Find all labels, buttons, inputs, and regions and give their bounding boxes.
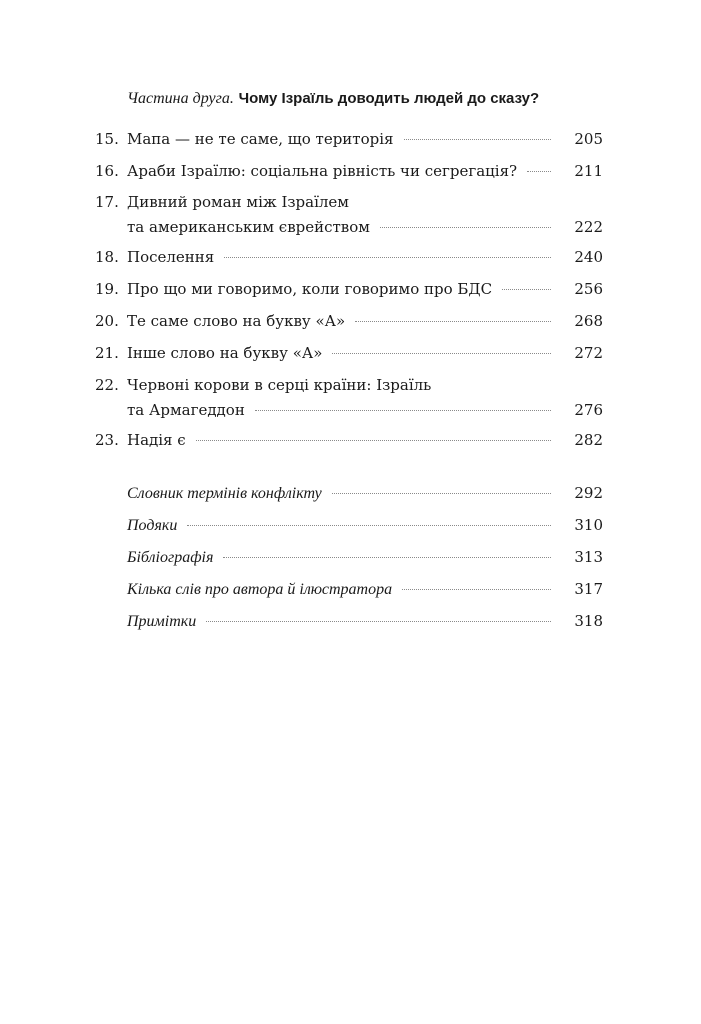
toc-entry[interactable] xyxy=(95,190,603,240)
leader-dots xyxy=(380,226,551,228)
back-matter-entry[interactable] xyxy=(95,481,603,506)
toc-entry[interactable] xyxy=(95,127,603,152)
back-matter-title: Кілька слів про автора й ілюстратора xyxy=(127,581,393,598)
part-title: Чому Ізраїль доводить людей до сказу? xyxy=(238,90,540,107)
leader-dots xyxy=(332,492,551,494)
page-number: 318 xyxy=(574,612,603,630)
back-matter-entry[interactable] xyxy=(95,513,603,538)
leader-dots xyxy=(255,409,551,411)
leader-dots xyxy=(196,439,551,441)
toc-entry[interactable] xyxy=(95,159,603,184)
chapter-title-line-2: та Армагеддон xyxy=(127,401,245,419)
page-number: 292 xyxy=(574,484,603,502)
page-number: 256 xyxy=(574,280,603,298)
leader-dots xyxy=(223,556,551,558)
page-number: 222 xyxy=(574,218,603,236)
leader-dots xyxy=(206,620,551,622)
chapter-number: 20. xyxy=(95,312,119,330)
chapter-number: 18. xyxy=(95,248,119,266)
page-number: 317 xyxy=(574,580,603,598)
part-lead: Частина друга. xyxy=(127,90,234,107)
chapter-title: Інше слово на букву «А» xyxy=(127,344,323,362)
chapter-title: Надія є xyxy=(127,431,186,449)
leader-dots xyxy=(527,170,551,172)
chapter-title-line-1: Червоні корови в серці країни: Ізраїль xyxy=(127,376,432,394)
chapter-number: 22. xyxy=(95,376,119,394)
chapter-number: 17. xyxy=(95,193,119,211)
page-number: 268 xyxy=(574,312,603,330)
toc-entry[interactable] xyxy=(95,277,603,302)
leader-dots xyxy=(224,256,551,258)
page-number: 276 xyxy=(574,401,603,419)
back-matter-title: Бібліографія xyxy=(127,549,214,566)
toc-entry[interactable] xyxy=(95,428,603,453)
page-number: 310 xyxy=(574,516,603,534)
page-number: 211 xyxy=(574,162,603,180)
leader-dots xyxy=(332,352,551,354)
toc-entry[interactable] xyxy=(95,245,603,270)
part-heading xyxy=(127,89,539,108)
chapter-title-line-2: та американським єврейством xyxy=(127,218,370,236)
page-number: 282 xyxy=(574,431,603,449)
chapter-number: 23. xyxy=(95,431,119,449)
leader-dots xyxy=(187,524,551,526)
page-number: 313 xyxy=(574,548,603,566)
leader-dots xyxy=(355,320,551,322)
back-matter-title: Словник термінів конфлікту xyxy=(127,485,322,502)
toc-entry[interactable] xyxy=(95,341,603,366)
back-matter-title: Подяки xyxy=(127,517,178,534)
chapter-title: Поселення xyxy=(127,248,215,266)
chapter-title: Мапа — не те саме, що територія xyxy=(127,130,394,148)
back-matter-entry[interactable] xyxy=(95,577,603,602)
back-matter-entry[interactable] xyxy=(95,545,603,570)
chapter-number: 16. xyxy=(95,162,119,180)
chapter-title: Араби Ізраїлю: соціальна рівність чи сегрегація? xyxy=(127,162,518,180)
chapter-title-line-1: Дивний роман між Ізраїлем xyxy=(127,193,349,211)
back-matter-entry[interactable] xyxy=(95,609,603,634)
leader-dots xyxy=(404,138,552,140)
leader-dots xyxy=(502,288,551,290)
chapter-number: 21. xyxy=(95,344,119,362)
chapter-number: 15. xyxy=(95,130,119,148)
toc-entry[interactable] xyxy=(95,373,603,423)
chapter-title: Про що ми говоримо, коли говоримо про БДС xyxy=(127,280,493,298)
page-number: 272 xyxy=(574,344,603,362)
leader-dots xyxy=(402,588,551,590)
page-number: 205 xyxy=(574,130,603,148)
back-matter-title: Примітки xyxy=(127,613,197,630)
toc-entry[interactable] xyxy=(95,309,603,334)
chapter-title: Те саме слово на букву «А» xyxy=(127,312,346,330)
page-number: 240 xyxy=(574,248,603,266)
chapter-number: 19. xyxy=(95,280,119,298)
